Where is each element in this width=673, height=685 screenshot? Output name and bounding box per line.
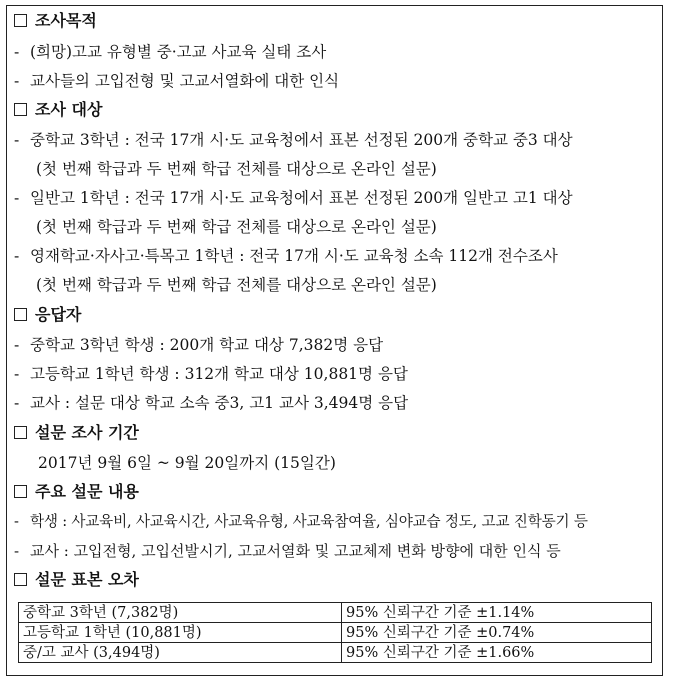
period-text: 2017년 9월 6일 ~ 9월 20일까지 (15일간) [38,454,336,472]
checkbox-square-icon [14,573,27,586]
content-item: - 학생 : 사교육비, 사교육시간, 사교육유형, 사교육참여율, 심야교습 정도, 고교 진학동기 등 [14,513,588,530]
table-cell-group: 고등학교 1학년 (10,881명) [19,623,342,643]
section-heading-period: 설문 조사 기간 [14,423,139,443]
section-heading-target: 조사 대상 [14,100,102,120]
table-row [19,603,652,623]
purpose-item: - (희망)고교 유형별 중·고교 사교육 실태 조사 [14,43,327,61]
purpose-item: - 교사들의 고입전형 및 고교서열화에 대한 인식 [14,72,340,90]
target-item-note: (첫 번째 학급과 두 번째 학급 전체를 대상으로 온라인 설문) [36,218,437,236]
section-heading-purpose: 조사목적 [14,11,97,31]
table-cell-group: 중/고 교사 (3,494명) [19,643,342,663]
table-row [19,623,652,643]
table-cell-value: 95% 신뢰구간 기준 ±1.66% [342,643,652,663]
section-heading-error: 설문 표본 오차 [14,570,139,590]
target-item-note: (첫 번째 학급과 두 번째 학급 전체를 대상으로 온라인 설문) [36,160,437,178]
section-heading-respondents: 응답자 [14,305,81,325]
table-row [19,643,652,663]
table-cell-group: 중학교 3학년 (7,382명) [19,603,342,623]
checkbox-square-icon [14,426,27,439]
table-cell-value: 95% 신뢰구간 기준 ±0.74% [342,623,652,643]
target-item: - 영재학교·자사고·특목고 1학년 : 전국 17개 시·도 교육청 소속 112개 전수조사 [14,247,558,265]
target-item-note: (첫 번째 학급과 두 번째 학급 전체를 대상으로 온라인 설문) [36,276,437,294]
sampling-error-table [18,602,652,663]
section-heading-content: 주요 설문 내용 [14,482,139,502]
respondents-item: - 고등학교 1학년 학생 : 312개 학교 대상 10,881명 응답 [14,365,408,383]
respondents-item: - 중학교 3학년 학생 : 200개 학교 대상 7,382명 응답 [14,336,384,354]
checkbox-square-icon [14,103,27,116]
target-item: - 일반고 1학년 : 전국 17개 시·도 교육청에서 표본 선정된 200개 일반고 고1 대상 [14,189,573,207]
checkbox-square-icon [14,14,27,27]
checkbox-square-icon [14,308,27,321]
content-item: - 교사 : 고입전형, 고입선발시기, 고교서열화 및 고교체제 변화 방향에 대한 인식 등 [14,542,561,560]
table-cell-value: 95% 신뢰구간 기준 ±1.14% [342,603,652,623]
respondents-item: - 교사 : 설문 대상 학교 소속 중3, 고1 교사 3,494명 응답 [14,394,409,412]
checkbox-square-icon [14,485,27,498]
target-item: - 중학교 3학년 : 전국 17개 시·도 교육청에서 표본 선정된 200개 중학교 중3 대상 [14,131,573,149]
